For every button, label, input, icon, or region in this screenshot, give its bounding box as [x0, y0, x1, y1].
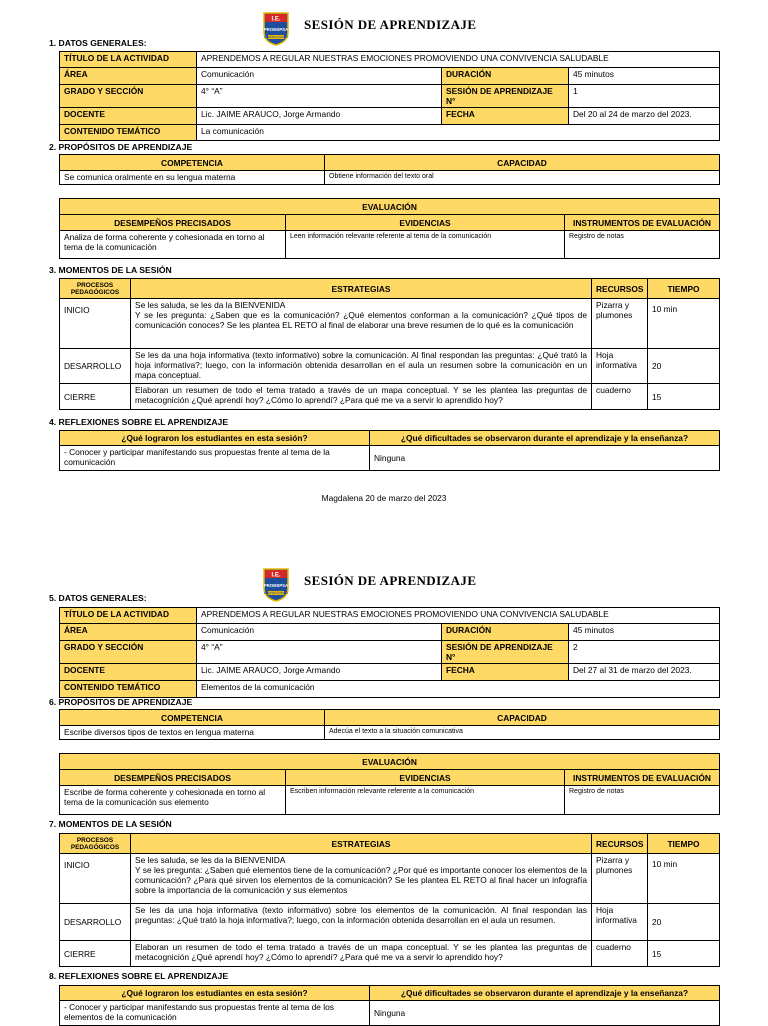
duration-label: DURACIÓN — [442, 68, 569, 85]
strategy-header: ESTRATEGIAS — [131, 834, 592, 854]
process-name: INICIO — [60, 854, 131, 904]
capacity-value: Adecúa el texto a la situación comunicativa — [325, 726, 720, 740]
teacher-value: Lic. JAIME ARAUCO, Jorge Armando — [197, 108, 442, 125]
purposes-table — [59, 709, 720, 740]
evidence-value: Escriben información relevante referente a la comunicación — [286, 786, 565, 815]
section-heading-general: 1. DATOS GENERALES: — [49, 38, 147, 48]
time-header: TIEMPO — [648, 834, 720, 854]
performance-value: Escribe de forma coherente y cohesionada en torno al tema de la comunicación sus elemento — [60, 786, 286, 815]
activity-label: TÍTULO DE LA ACTIVIDAD — [60, 52, 197, 68]
performance-header: DESEMPEÑOS PRECISADOS — [60, 770, 286, 786]
achievements-question: ¿Qué lograron los estudiantes en esta sesión? — [60, 986, 370, 1001]
resources-value: Pizarra y plumones — [592, 299, 648, 349]
resources-header: RECURSOS — [592, 834, 648, 854]
activity-value: APRENDEMOS A REGULAR NUESTRAS EMOCIONES PROMOVIENDO UNA CONVIVENCIA SALUDABLE — [197, 52, 720, 68]
evaluation-title: EVALUACIÓN — [60, 754, 720, 770]
capacity-header: CAPACIDAD — [325, 155, 720, 171]
area-label: ÁREA — [60, 624, 197, 641]
time-header: TIEMPO — [648, 279, 720, 299]
area-value: Comunicación — [197, 624, 442, 641]
resources-value: Pizarra y plumones — [592, 854, 648, 904]
table-row — [60, 349, 720, 384]
time-value: 15 — [648, 384, 720, 410]
activity-label: TÍTULO DE LA ACTIVIDAD — [60, 608, 197, 624]
date-value: Del 20 al 24 de marzo del 2023. — [569, 108, 720, 125]
teacher-value: Lic. JAIME ARAUCO, Jorge Armando — [197, 664, 442, 681]
svg-text:SIEMPRE CONTIGO: SIEMPRE CONTIGO — [263, 592, 289, 596]
section-heading-moments: 7. MOMENTOS DE LA SESIÓN — [49, 819, 172, 829]
date-value: Del 27 al 31 de marzo del 2023. — [569, 664, 720, 681]
table-row — [60, 299, 720, 349]
strategy-text: Se les da una hoja informativa (texto informativo) sobre los elementos de la comunicación. Al final respondan las preguntas: ¿Qué trató la hoja informativa?; luego, con la información obtenida desarrollan en el aula un resumen. — [131, 904, 592, 941]
table-row — [60, 941, 720, 967]
capacity-header: CAPACIDAD — [325, 710, 720, 726]
area-label: ÁREA — [60, 68, 197, 85]
activity-value: APRENDEMOS A REGULAR NUESTRAS EMOCIONES PROMOVIENDO UNA CONVIVENCIA SALUDABLE — [197, 608, 720, 624]
topic-value: La comunicación — [197, 125, 720, 141]
competence-header: COMPETENCIA — [60, 155, 325, 171]
page-title: SESIÓN DE APRENDIZAJE — [304, 17, 477, 32]
svg-text:PROMSPSA: PROMSPSA — [264, 583, 288, 588]
duration-value: 45 minutos — [569, 68, 720, 85]
time-value: 20 — [648, 904, 720, 941]
topic-label: CONTENIDO TEMÁTICO — [60, 125, 197, 141]
instrument-header: INSTRUMENTOS DE EVALUACIÓN — [565, 215, 720, 231]
session-number-value: 1 — [569, 85, 720, 108]
section-heading-reflections: 8. REFLEXIONES SOBRE EL APRENDIZAJE — [49, 971, 229, 981]
resources-header: RECURSOS — [592, 279, 648, 299]
process-name: CIERRE — [60, 384, 131, 410]
topic-value: Elementos de la comunicación — [197, 681, 720, 698]
strategy-text: Se les saluda, se les da la BIENVENIDA — [135, 855, 286, 865]
evidence-value: Leen información relevante referente al tema de la comunicación — [286, 231, 565, 259]
strategy-text: Se les da una hoja informativa (texto informativo) sobre la comunicación. Al final respondan las preguntas: ¿Qué trató la hoja informativa?; luego, con la información obtenida desarrollan en el aula un resumen sobre la comunicación en un mapa conceptual. — [131, 349, 592, 384]
general-data-table — [59, 607, 720, 698]
evaluation-title: EVALUACIÓN — [60, 199, 720, 215]
performance-header: DESEMPEÑOS PRECISADOS — [60, 215, 286, 231]
table-row — [60, 904, 720, 941]
resources-value: cuaderno — [592, 941, 648, 967]
process-name: DESARROLLO — [60, 904, 131, 941]
grade-label: GRADO Y SECCIÓN — [60, 85, 197, 108]
svg-text:I.E.: I.E. — [271, 572, 281, 579]
page-title: SESIÓN DE APRENDIZAJE — [304, 573, 477, 588]
strategy-text: Se les saluda, se les da la BIENVENIDA — [135, 300, 286, 310]
difficulties-question: ¿Qué dificultades se observaron durante el aprendizaje y la enseñanza? — [370, 431, 720, 446]
resources-value: Hoja informativa — [592, 904, 648, 941]
date-label: FECHA — [442, 664, 569, 681]
competence-value: Escribe diversos tipos de textos en lengua materna — [60, 726, 325, 740]
strategy-text: Elaboran un resumen de todo el tema tratado a través de un mapa conceptual. Y se les plantea las preguntas de metacognición ¿Qué aprendí hoy? ¿Cómo lo aprendí? ¿Para qué me va a servir lo aprendido hoy? — [131, 384, 592, 410]
date-label: FECHA — [442, 108, 569, 125]
svg-text:I.E.: I.E. — [271, 16, 281, 23]
section-heading-moments: 3. MOMENTOS DE LA SESIÓN — [49, 265, 172, 275]
teacher-label: DOCENTE — [60, 108, 197, 125]
duration-value: 45 minutos — [569, 624, 720, 641]
moments-table — [59, 833, 720, 967]
svg-text:PROMSPSA: PROMSPSA — [264, 27, 288, 32]
grade-label: GRADO Y SECCIÓN — [60, 641, 197, 664]
performance-value: Analiza de forma coherente y cohesionada en torno al tema de la comunicación — [60, 231, 286, 259]
topic-label: CONTENIDO TEMÁTICO — [60, 681, 197, 698]
process-header: PROCESOS PEDAGÓGICOS — [60, 834, 131, 854]
evaluation-table — [59, 198, 720, 259]
session-number-label: SESIÓN DE APRENDIZAJE N° — [442, 85, 569, 108]
resources-value: Hoja informativa — [592, 349, 648, 384]
difficulties-question: ¿Qué dificultades se observaron durante el aprendizaje y la enseñanza? — [370, 986, 720, 1001]
session-number-label: SESIÓN DE APRENDIZAJE N° — [442, 641, 569, 664]
section-heading-general: 5. DATOS GENERALES: — [49, 593, 147, 603]
grade-value: 4° “A” — [197, 641, 442, 664]
school-shield-icon — [262, 12, 290, 46]
process-header: PROCESOS PEDAGÓGICOS — [60, 279, 131, 299]
school-shield-icon — [262, 568, 290, 602]
time-value: 10 min — [648, 299, 720, 349]
process-name: DESARROLLO — [60, 349, 131, 384]
table-row — [60, 384, 720, 410]
achievements-answer: - Conocer y participar manifestando sus propuestas frente al tema de la comunicación — [60, 446, 370, 471]
resources-value: cuaderno — [592, 384, 648, 410]
strategy-text: Y se les pregunta: ¿Saben que es la comunicación? ¿Qué elementos conforman a la comunicación? ¿Qué tipos de comunicación conoces? Se les plantea EL RETO al final de elaborar una breve resumen de lo qué es la comunicación — [135, 310, 587, 330]
section-heading-reflections: 4. REFLEXIONES SOBRE EL APRENDIZAJE — [49, 417, 229, 427]
difficulties-answer: Ninguna — [370, 446, 720, 471]
instrument-value: Registro de notas — [565, 231, 720, 259]
process-name: CIERRE — [60, 941, 131, 967]
time-value: 20 — [648, 349, 720, 384]
time-value: 15 — [648, 941, 720, 967]
session-number-value: 2 — [569, 641, 720, 664]
capacity-value: Obtiene información del texto oral — [325, 171, 720, 185]
time-value: 10 min — [648, 854, 720, 904]
place-and-date: Magdalena 20 de marzo del 2023 — [321, 493, 447, 503]
svg-text:SIEMPRE CONTIGO: SIEMPRE CONTIGO — [263, 36, 289, 40]
moments-table — [59, 278, 720, 410]
table-row — [60, 854, 720, 904]
evidence-header: EVIDENCIAS — [286, 770, 565, 786]
competence-header: COMPETENCIA — [60, 710, 325, 726]
general-data-table — [59, 51, 720, 141]
area-value: Comunicación — [197, 68, 442, 85]
competence-value: Se comunica oralmente en su lengua materna — [60, 171, 325, 185]
purposes-table — [59, 154, 720, 185]
strategy-text: Elaboran un resumen de todo el tema tratado a través de un mapa conceptual. Y se les plantea las preguntas de metacognición ¿Qué aprendí hoy? ¿Cómo lo aprendí? ¿Para qué me va a servir lo aprendido hoy? — [131, 941, 592, 967]
instrument-value: Registro de notas — [565, 786, 720, 815]
section-heading-purposes: 6. PROPÓSITOS DE APRENDIZAJE — [49, 697, 193, 707]
grade-value: 4° “A” — [197, 85, 442, 108]
achievements-question: ¿Qué lograron los estudiantes en esta sesión? — [60, 431, 370, 446]
evaluation-table — [59, 753, 720, 815]
reflections-table — [59, 430, 720, 471]
evidence-header: EVIDENCIAS — [286, 215, 565, 231]
difficulties-answer: Ninguna — [370, 1001, 720, 1026]
teacher-label: DOCENTE — [60, 664, 197, 681]
achievements-answer: - Conocer y participar manifestando sus propuestas frente al tema de los elementos de la comunicación — [60, 1001, 370, 1026]
duration-label: DURACIÓN — [442, 624, 569, 641]
process-name: INICIO — [60, 299, 131, 349]
section-heading-purposes: 2. PROPÓSITOS DE APRENDIZAJE — [49, 142, 193, 152]
reflections-table — [59, 985, 720, 1026]
strategy-text: Y se les pregunta: ¿Saben qué elementos tiene de la comunicación? ¿Por qué es importante conocer los elementos de la comunicación? ¿Para qué sirven los elementos de la comunicación? Se les plantea EL RETO al final hacer un infografía sobre la importancia de la comunicación y sus elementos — [135, 865, 587, 895]
instrument-header: INSTRUMENTOS DE EVALUACIÓN — [565, 770, 720, 786]
strategy-header: ESTRATEGIAS — [131, 279, 592, 299]
